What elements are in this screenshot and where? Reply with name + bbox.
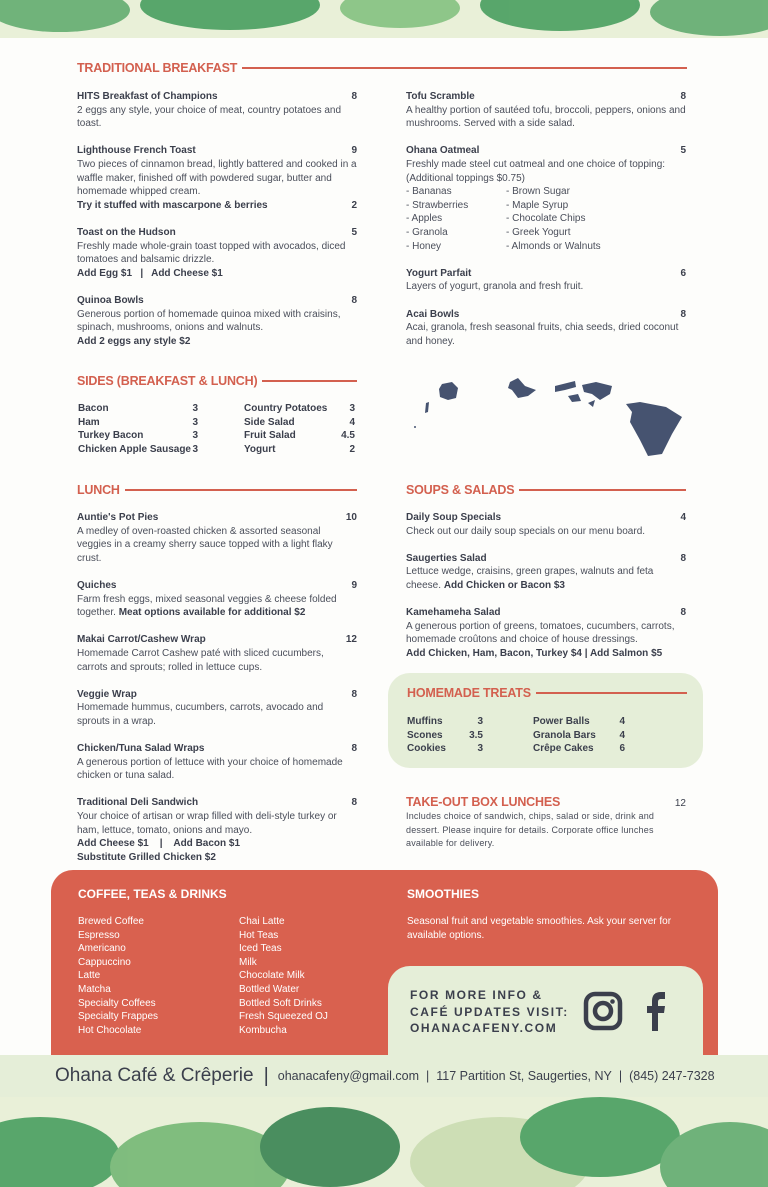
toppings-left [406,185,506,253]
menu-item [406,267,686,294]
description-text: Farm fresh eggs, mixed seasonal veggies & cheese folded together. [77,593,337,619]
topping-option: - Bananas [406,186,452,198]
topping-option: - Strawberries [406,199,469,211]
topping-option: - Apples [406,213,443,225]
topping-option: - Almonds or Walnuts [506,240,601,252]
item-description [77,701,357,728]
divider [242,67,687,69]
item-addon [77,267,357,281]
topping-option: - Brown Sugar [506,186,570,198]
item-name: Makai Carrot/Cashew Wrap [77,634,206,646]
topping-option: - Greek Yogurt [506,226,571,238]
price-list-name: Fruit Salad [244,430,296,442]
item-header [77,226,357,240]
drink-item: Cappuccino [78,956,131,968]
item-header [77,144,357,158]
item-description [77,647,357,674]
item-price: 6 [680,267,686,279]
sides-right [244,402,355,456]
item-price: 5 [351,226,357,238]
item-name: Acai Bowls [406,308,460,320]
item-description [77,593,357,620]
item-name: Lighthouse French Toast [77,145,196,157]
drink-item: Specialty Frappes [78,1011,159,1023]
divider [262,380,357,382]
item-name: Saugerties Salad [406,552,487,564]
menu-item [77,796,357,864]
price-list-name: Yogurt [244,443,276,455]
item-header [77,796,357,810]
addon-text: Add Cheese $1 | Add Bacon $1 [77,838,241,850]
menu-item [77,226,357,280]
info-line-1: FOR MORE INFO & [410,988,543,1002]
item-price: 9 [351,145,357,157]
drink-item: Latte [78,970,101,982]
price-list-name: Cookies [407,743,446,755]
info-line-2: CAFÉ UPDATES VISIT: [410,1004,569,1019]
description-note: Add Chicken or Bacon $3 [443,579,565,591]
soups-list [406,511,686,674]
addon-text: Add 2 eggs any style $2 [77,335,191,347]
treats-panel [388,673,703,768]
takeout-description: Includes choice of sandwich, chips, salad or side, drink and dessert. Please inquire for details. Corporate office lunches available for delivery. [406,811,655,849]
item-price: 8 [680,308,686,320]
topping-option: - Maple Syrup [506,199,569,211]
drink-item: Bottled Water [239,983,300,995]
price-list-name: Power Balls [533,716,590,727]
item-price: 8 [351,294,357,306]
item-header [406,144,686,158]
description-text: Lettuce wedge, craisins, green grapes, walnuts and feta cheese. [406,566,654,591]
footer-bar [0,1055,768,1097]
item-description [77,810,357,837]
menu-item [77,294,357,348]
facebook-icon[interactable] [645,991,667,1031]
price-list-name: Granola Bars [533,729,596,741]
section-heading-treats: HOMEMADE TREATS [407,686,687,700]
item-name: Yogurt Parfait [406,267,472,279]
price-list-price: 3 [192,430,198,442]
item-price: 8 [680,91,686,102]
price-list-price: 4 [619,716,625,727]
drink-item: Fresh Squeezed OJ [239,1011,328,1023]
menu-item [77,579,357,620]
price-list-price: 3 [349,403,355,414]
treats-left [407,715,483,756]
drink-item: Brewed Coffee [78,916,144,927]
price-list-name: Muffins [407,716,443,727]
price-list-name: Turkey Bacon [78,430,144,442]
menu-item [77,633,357,674]
topping-option: - Granola [406,226,448,238]
section-heading-lunch: LUNCH [77,483,357,497]
price-list-price: 3 [192,403,198,414]
item-name: Toast on the Hudson [77,226,176,238]
drink-item: Matcha [78,983,111,995]
item-addon [406,647,686,661]
drink-item: Chai Latte [239,916,285,927]
item-description [77,756,357,783]
description-text: Two pieces of cinnamon bread, lightly battered and cooked in a waffle maker, finished off with powdered sugar, butter and homemade whipped cream. [77,158,357,198]
drink-item: Chocolate Milk [239,970,305,982]
topping-option: - Chocolate Chips [506,213,586,225]
drink-item: Kombucha [239,1024,287,1036]
drinks-left [78,915,158,1037]
description-text: Acai, granola, fresh seasonal fruits, chia seeds, dried coconut and honey. [406,322,679,347]
item-description [406,620,686,647]
description-text: Homemade Carrot Cashew paté with sliced cucumbers, carrots and sprouts; rolled in lettuce cups. [77,647,324,673]
menu-item [77,90,357,131]
description-text: A medley of oven-roasted chicken & assorted seasonal veggies in a creamy sherry sauce topped with a light flaky crust. [77,525,333,564]
price-list-name: Country Potatoes [244,403,328,414]
drinks-right [239,915,328,1037]
takeout-section [406,795,686,851]
item-name: Auntie's Pot Pies [77,512,159,523]
item-price: 4 [680,512,686,523]
item-name: Ohana Oatmeal [406,145,480,157]
section-heading-drinks: COFFEE, TEAS & DRINKS [78,887,227,901]
instagram-icon[interactable] [583,991,623,1031]
item-description [406,104,686,131]
addon-text: Add Egg $1 | Add Cheese $1 [77,267,223,279]
separator: | [426,1069,430,1083]
drink-item: Bottled Soft Drinks [239,997,322,1009]
item-header [77,90,357,104]
separator: | [263,1064,269,1087]
addon-text: Add Chicken, Ham, Bacon, Turkey $4 | Add Salmon $5 [406,647,663,659]
item-price: 8 [351,743,357,755]
price-list-price: 4.5 [341,430,355,442]
item-price: 8 [351,91,357,102]
item-addon [77,199,357,213]
item-name: Tofu Scramble [406,91,475,102]
price-list-name: Bacon [78,403,109,414]
item-price: 8 [680,552,686,564]
leaf-pattern-bottom [0,1097,768,1187]
item-addon [77,335,357,349]
item-header [77,294,357,308]
item-name: Chicken/Tuna Salad Wraps [77,743,205,755]
menu-item [406,144,686,253]
item-header [77,742,357,756]
topping-list [406,185,686,253]
address: 117 Partition St, Saugerties, NY [436,1069,612,1083]
item-name: Quiches [77,579,117,591]
divider [125,489,357,491]
addon-price: 2 [351,199,357,211]
drink-item: Hot Chocolate [78,1024,142,1036]
description-text: 2 eggs any style, your choice of meat, country potatoes and toast. [77,104,342,130]
item-description [406,158,686,185]
item-name: Kamehameha Salad [406,607,501,619]
drink-item: Americano [78,943,126,955]
item-price: 8 [351,688,357,700]
toppings-right [506,185,606,253]
price-list-name: Side Salad [244,416,295,428]
item-price: 9 [351,579,357,591]
price-list-name: Chicken Apple Sausage [78,443,191,455]
separator: | [618,1069,623,1083]
item-header [406,267,686,281]
phone[interactable]: (845) 247-7328 [629,1069,715,1083]
item-header [406,308,686,322]
item-description [77,308,357,335]
item-price: 8 [351,797,357,809]
menu-item [406,606,686,660]
item-description [406,280,686,294]
item-description [77,158,357,199]
item-header [406,552,686,566]
price-list-name: Ham [78,416,100,428]
drink-item: Iced Teas [239,943,282,955]
item-header [77,688,357,702]
leaf-banner-bottom [0,1097,768,1187]
description-text: A healthy portion of sautéed tofu, broccoli, peppers, onions and mushrooms. Served with a side salad. [406,104,686,130]
item-price: 10 [345,512,357,523]
lunch-list [77,511,357,878]
item-description [77,525,357,566]
item-header [77,511,357,525]
item-header [77,579,357,593]
item-name: Daily Soup Specials [406,512,502,523]
item-price: 5 [680,145,686,157]
description-text: Generous portion of homemade quinoa mixed with craisins, spinach, mushrooms, onions and walnuts. [77,308,341,334]
menu-item [77,742,357,783]
hawaii-map [400,370,700,465]
drink-item: Milk [239,956,257,968]
smoothies-description: Seasonal fruit and vegetable smoothies. Ask your server for available options. [407,916,672,941]
item-header [406,511,686,525]
drink-item: Specialty Coffees [78,997,156,1009]
sides-left [78,402,198,456]
info-panel [388,966,703,1055]
takeout-price: 12 [674,798,686,809]
addon-text: Try it stuffed with mascarpone & berries [77,199,268,211]
breakfast-right-list [406,90,686,362]
description-text: Homemade hummus, cucumbers, carrots, avocado and sprouts in a wrap. [77,702,324,727]
item-addon [77,837,357,851]
price-list-price: 4 [349,416,355,428]
description-text: Freshly made whole-grain toast topped with avocados, diced tomatoes and balsamic drizzle. [77,240,346,266]
drink-item: Espresso [78,929,120,941]
drink-item: Hot Teas [239,929,279,941]
item-name: Quinoa Bowls [77,294,144,306]
cafe-name: Ohana Café & Crêperie [55,1065,254,1086]
price-list-price: 6 [619,743,625,755]
item-description [406,525,686,539]
menu-item [406,511,686,538]
menu-item [406,308,686,349]
description-text: Your choice of artisan or wrap filled with deli-style turkey or ham, lettuce, tomato, onions and mayo. [77,811,337,836]
leaf-banner-top [0,0,768,38]
price-list-price: 3 [192,416,198,428]
item-description [77,104,357,131]
item-header [77,633,357,647]
breakfast-left-list [77,90,357,362]
section-heading-sides: SIDES (BREAKFAST & LUNCH) [77,374,357,388]
price-list-price: 2 [349,443,355,455]
price-list-price: 3 [192,443,198,455]
divider [536,692,687,694]
item-description [77,240,357,267]
description-text: Freshly made steel cut oatmeal and one choice of topping: (Additional toppings $0.75) [406,158,666,184]
price-list-name: Scones [407,729,443,741]
section-heading-takeout: TAKE-OUT BOX LUNCHES [406,795,561,809]
description-note: Meat options available for additional $2 [118,607,306,619]
section-heading-soups: SOUPS & SALADS [406,483,686,497]
topping-option: - Honey [406,240,442,252]
item-name: Traditional Deli Sandwich [77,797,199,809]
menu-item [406,90,686,131]
info-line-3[interactable]: OHANACAFENY.COM [410,1021,558,1035]
email-link[interactable]: ohanacafeny@gmail.com [277,1069,420,1083]
menu-item [406,552,686,593]
addon-text: Substitute Grilled Chicken $2 [77,851,216,863]
section-heading-smoothies: SMOOTHIES [407,887,480,901]
price-list-price: 4 [619,729,625,741]
divider [519,489,686,491]
treats-right [533,715,625,756]
item-addon [77,851,357,865]
item-price: 12 [345,634,357,646]
menu-item [77,511,357,565]
price-list-price: 3.5 [469,729,483,741]
leaf-pattern-top [0,0,768,38]
item-price: 8 [680,607,686,619]
item-name: Veggie Wrap [77,688,137,700]
item-name: HITS Breakfast of Champions [77,91,218,102]
description-text: A generous portion of lettuce with your choice of homemade chicken or tuna salad. [77,756,343,782]
item-header [406,90,686,104]
item-header [406,606,686,620]
item-description [406,321,686,348]
price-list-name: Crêpe Cakes [533,743,594,755]
description-text: A generous portion of greens, tomatoes, cucumbers, carrots, homemade croûtons and choice of house dressings. [406,620,675,646]
price-list-price: 3 [477,743,483,755]
section-heading-breakfast: TRADITIONAL BREAKFAST [77,61,687,75]
description-text: Layers of yogurt, granola and fresh fruit. [406,281,584,293]
item-description [406,565,686,592]
menu-item [77,688,357,729]
description-text: Check out our daily soup specials on our menu board. [406,525,646,537]
menu-item [77,144,357,212]
price-list-price: 3 [477,716,483,727]
